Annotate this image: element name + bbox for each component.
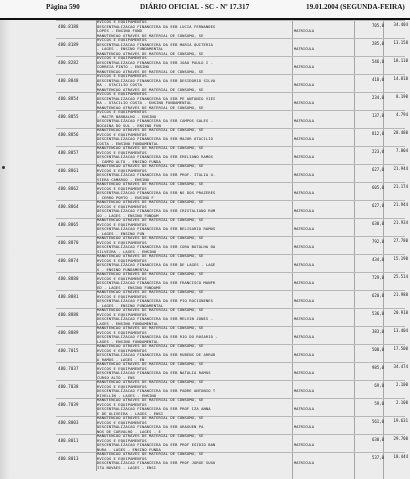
description-line: LOPES - ENSINO FUND xyxy=(97,28,142,34)
row-amount: 630,0 xyxy=(371,437,384,442)
description-line: NURA - LAGES - ENSINO FUNDA xyxy=(97,447,161,453)
row-total: 18.110 xyxy=(393,58,408,63)
table-row xyxy=(56,236,408,255)
row-category: MATRICULA xyxy=(294,47,314,51)
row-amount: 418,0 xyxy=(371,77,384,82)
row-code: 480.8011 xyxy=(58,438,79,443)
description-line: DESCENTRALIZACAO FINANCEIRA DA EEB PIO ROCIGNENES xyxy=(97,298,213,304)
row-amount: 812,0 xyxy=(371,131,384,136)
row-description xyxy=(96,92,291,111)
description-line: MANUTENCAO ATRAVES DE MATERIAL DE CONSUMO, SE xyxy=(97,434,204,438)
description-line: DESCENTRALIZACAO FINANCEIRA DA EEB CAMPOS SALES - xyxy=(97,118,213,124)
row-total: 28.480 xyxy=(393,130,408,135)
row-total: 14.810 xyxy=(393,76,408,81)
table-row xyxy=(56,308,408,327)
description-line: MANUTENCAO ATRAVES DE MATERIAL DE CONSUMO, SE xyxy=(97,362,204,366)
description-line: MANUTENCAO ATRAVES DE MATERIAL DE CONSUMO, SE xyxy=(97,51,204,57)
row-code: 480.8870 xyxy=(58,240,79,245)
description-line: RVICOS E EQUIPAMENTOS xyxy=(97,383,147,389)
description-line: SILVEIRA - LAGES - ENSINO xyxy=(97,249,157,255)
description-line: RVICOS E EQUIPAMENTOS xyxy=(97,221,147,227)
description-line: RVICOS E EQUIPAMENTOS xyxy=(97,437,147,443)
description-line: DESCENTRALIZACAO FINANCEIRA DA EEB MELVIN JONES - xyxy=(97,316,213,322)
row-total: 2.100 xyxy=(395,382,408,387)
row-amount: 792,0 xyxy=(371,239,384,244)
row-amount: 285,0 xyxy=(371,41,384,46)
row-code: 480.8856 xyxy=(58,132,79,137)
description-line: RVICOS E EQUIPAMENTOS xyxy=(97,293,147,299)
row-code: 480.8880 xyxy=(58,276,79,281)
row-description xyxy=(96,398,291,417)
description-line: DESCENTRALIZACAO FINANCEIRA DA EEB RUBENS DE ARRUD xyxy=(97,352,216,358)
description-line: RVICOS E EQUIPAMENTOS xyxy=(97,110,147,114)
description-line: RVICOS E EQUIPAMENTOS xyxy=(97,92,147,96)
row-category: MATRICULA xyxy=(294,353,314,357)
description-line: - MACTR BARBALHO - ENSINO xyxy=(97,113,157,119)
table-row xyxy=(56,56,408,75)
description-line: DESCENTRALIZACAO FINANCEIRA DA EEB DE LAGES - LAGE xyxy=(97,262,216,268)
description-line: MANUTENCAO ATRAVES DE MATERIAL DE CONSUMO, SE xyxy=(97,326,204,330)
row-category: MATRICULA xyxy=(294,119,314,123)
description-line: RVICOS E EQUIPAMENTOS xyxy=(97,56,147,60)
row-category: MATRICULA xyxy=(294,425,314,429)
description-line: - CERRO PORTO - ENSINO F xyxy=(97,195,154,201)
table-row xyxy=(56,146,408,165)
description-line: RVICOS E EQUIPAMENTOS xyxy=(97,401,147,407)
row-category: MATRICULA xyxy=(294,101,314,105)
row-category: MATRICULA xyxy=(294,137,314,141)
description-line: RVICOS E EQUIPAMENTOS xyxy=(97,419,147,425)
row-amount: 59,0 xyxy=(374,401,384,406)
row-code: 480.8188 xyxy=(58,24,79,29)
row-category: MATRICULA xyxy=(294,227,314,231)
description-line: DESCENTRALIZACAO FINANCEIRA DA EEB PROF JORGE SUGU xyxy=(97,460,216,466)
description-line: DESCENTRALIZACAO FINANCEIRA DA EEB CRISTALIANO RUM xyxy=(97,208,216,214)
description-line: MANUTENCAO ATRAVES DE MATERIAL DE CONSUMO, SE xyxy=(97,290,204,294)
row-amount: 536,0 xyxy=(371,311,384,316)
description-line: MANUTENCAO ATRAVES DE MATERIAL DE CONSUMO, SE xyxy=(97,452,204,456)
description-line: MANUTENCAO ATRAVES DE MATERIAL DE CONSUMO, SE xyxy=(97,87,204,93)
binding-dot xyxy=(2,166,5,169)
description-line: DESCENTRALIZACAO FINANCEIRA DA EEB PE ANTONIO VIEI xyxy=(97,95,216,101)
row-total: 20.910 xyxy=(393,310,408,315)
description-line: DESCENTRALIZACAO FINANCEIRA DA EEB JOAO PAULO I - xyxy=(97,59,213,65)
table-row xyxy=(56,164,408,183)
row-category: MATRICULA xyxy=(294,443,314,447)
description-line: DESCENTRALIZACAO FINANCEIRA DA EEB RIO DO ROSARIO - xyxy=(97,334,218,340)
description-line: RVICOS E EQUIPAMENTOS xyxy=(97,329,147,335)
description-line: DESCENTRALIZACAO FINANCEIRA DA EEB PROF. ITALIA U. xyxy=(97,172,216,178)
row-description xyxy=(96,236,291,255)
description-line: MANUTENCAO ATRAVES DE MATERIAL DE CONSUMO, SE xyxy=(97,398,204,402)
description-line: MANUTENCAO ATRAVES DE MATERIAL DE CONSUMO, SE xyxy=(97,236,204,240)
row-category: MATRICULA xyxy=(294,371,314,375)
description-line: MANUTENCAO ATRAVES DE MATERIAL DE CONSUMO, SE xyxy=(97,254,204,258)
row-total: 27.780 xyxy=(393,238,408,243)
row-category: MATRICULA xyxy=(294,209,314,213)
description-line: E DE OLIVEIRA - LAGES - ENSI xyxy=(97,411,164,417)
row-description xyxy=(96,380,291,399)
description-line: MANUTENCAO ATRAVES DE MATERIAL DE CONSUMO, SE xyxy=(97,146,204,150)
payments-table xyxy=(56,20,408,479)
row-amount: 69,0 xyxy=(374,383,384,388)
row-total: 2.100 xyxy=(395,400,408,405)
row-description xyxy=(96,74,291,93)
page-number: Página 590 xyxy=(46,3,80,11)
description-line: MANUTENCAO ATRAVES DE MATERIAL DE CONSUMO, SE xyxy=(97,164,204,168)
description-line: LAGES - ENSINO FUNDAMENTAL xyxy=(97,321,159,327)
row-amount: 500,0 xyxy=(371,347,384,352)
row-category: MATRICULA xyxy=(294,29,314,33)
row-category: MATRICULA xyxy=(294,461,314,465)
table-row xyxy=(56,398,408,417)
description-line: MANUTENCAO ATRAVES DE MATERIAL DE CONSUMO, SE xyxy=(97,380,204,384)
description-line: DESCENTRALIZACAO FINANCEIRA DA EEB MAJOR OTACILIO xyxy=(97,136,213,142)
row-total: 4.794 xyxy=(395,112,408,117)
row-code: 480.8189 xyxy=(58,42,79,47)
description-line: RVICOS E EQUIPAMENTOS xyxy=(97,257,147,263)
row-amount: 137,0 xyxy=(371,113,384,118)
row-total: 13.158 xyxy=(393,40,408,45)
row-description xyxy=(96,200,291,219)
description-line: GO - LAGES - ENSINO FUNDAM xyxy=(97,213,159,219)
row-description xyxy=(96,434,291,453)
row-code: 480.8003 xyxy=(58,420,79,425)
description-line: DESCENTRALIZACAO FINANCEIRA DA EEB PROF EGIDIO BAN xyxy=(97,442,216,448)
row-total: 25.514 xyxy=(393,274,408,279)
row-total: 19.631 xyxy=(393,418,408,423)
row-code: 480.8855 xyxy=(58,114,79,119)
row-description xyxy=(96,290,291,309)
row-description xyxy=(96,110,291,129)
row-code: 480.8854 xyxy=(58,96,79,101)
row-code: 480.7039 xyxy=(58,402,79,407)
row-category: MATRICULA xyxy=(294,191,314,195)
description-line: RVICOS E EQUIPAMENTOS xyxy=(97,20,147,24)
description-line: RVICOS E EQUIPAMENTOS xyxy=(97,203,147,209)
description-line: A RAMOS - LAGES - EN xyxy=(97,357,145,363)
table-row xyxy=(56,434,408,453)
row-amount: 605,0 xyxy=(371,185,384,190)
description-line: RA - OTACILIO COSTA - ENSINO FUNDAMENTAL xyxy=(97,100,192,106)
description-line: S - ENSINO FUNDAMENTAL xyxy=(97,267,150,273)
description-line: MANUTENCAO ATRAVES DE MATERIAL DE CONSUMO, SE xyxy=(97,218,204,222)
row-category: MATRICULA xyxy=(294,173,314,177)
row-description xyxy=(96,146,291,165)
row-code: 480.8862 xyxy=(58,186,79,191)
description-line: - LAGES - ENSINO FUNDAMENTAL xyxy=(97,303,164,309)
row-description xyxy=(96,254,291,273)
row-total: 21.944 xyxy=(393,202,408,207)
description-line: CURSO ALTO - ENS xyxy=(97,375,135,381)
row-code: 480.7015 xyxy=(58,348,79,353)
row-code: 480.8857 xyxy=(58,150,79,155)
row-category: MATRICULA xyxy=(294,245,314,249)
row-total: 29.700 xyxy=(393,436,408,441)
description-line: MANUTENCAO ATRAVES DE MATERIAL DE CONSUMO, SE xyxy=(97,272,204,276)
description-line: DESCENTRALIZACAO FINANCEIRA DA EEB NS DOS PRAZERES xyxy=(97,190,216,196)
row-amount: 628,0 xyxy=(371,293,384,298)
description-line: ED - LAGES - ENSINO FUNDAME xyxy=(97,285,161,291)
description-line: RVICOS E EQUIPAMENTOS xyxy=(97,74,147,78)
row-code: 480.8874 xyxy=(58,258,79,263)
row-description xyxy=(96,452,291,471)
row-amount: 630,0 xyxy=(371,221,384,226)
description-line: RVICOS E EQUIPAMENTOS xyxy=(97,455,147,461)
description-line: ITA NOVAES - LAGES - ENSI xyxy=(97,465,157,471)
row-description xyxy=(96,308,291,327)
row-description xyxy=(96,38,291,57)
row-amount: 985,0 xyxy=(371,365,384,370)
publication-date: 19.01.2004 (SEGUNDA-FEIRA) xyxy=(306,3,405,11)
table-row xyxy=(56,38,408,57)
row-code: 480.7037 xyxy=(58,366,79,371)
row-total: 15.190 xyxy=(393,256,408,261)
description-line: RVICOS E EQUIPAMENTOS xyxy=(97,38,147,42)
page-header xyxy=(0,0,410,20)
description-line: LAGES - ENSINO FUNDAMENTAL xyxy=(97,339,159,345)
description-line: DESCENTRALIZACAO FINANCEIRA DA EEB FRANCISCO MANFR xyxy=(97,280,216,286)
description-line: - CAMPO ALTO - ENSINO FUNDA xyxy=(97,159,161,165)
row-total: 13.404 xyxy=(393,328,408,333)
row-amount: 627,0 xyxy=(371,203,384,208)
table-row xyxy=(56,290,408,309)
page-edge-shadow xyxy=(0,0,10,479)
row-amount: 234,0 xyxy=(371,95,384,100)
row-total: 34.404 xyxy=(393,22,408,27)
row-description xyxy=(96,218,291,237)
row-category: MATRICULA xyxy=(294,317,314,321)
description-line: RVICOS E EQUIPAMENTOS xyxy=(97,347,147,353)
table-row xyxy=(56,344,408,363)
description-line: CORREIA PINTO - ENSINO xyxy=(97,64,150,70)
row-total: 21.944 xyxy=(393,166,408,171)
row-category: MATRICULA xyxy=(294,299,314,303)
table-row xyxy=(56,200,408,219)
description-line: RIVELLIN - LAGES - ENSINO xyxy=(97,393,157,399)
description-line: - LAGES - ENSINO FUNDAMENTAL xyxy=(97,46,164,52)
description-line: DESCENTRALIZACAO FINANCEIRA DA EEB ARAGUEN PA xyxy=(97,424,204,430)
description-line: DESCENTRALIZACAO FINANCEIRA DA EEB PADRE ANTONIO T xyxy=(97,388,216,394)
row-total: 7.804 xyxy=(395,148,408,153)
description-line: MANUTENCAO ATRAVES DE MATERIAL DE CONSUMO, SE xyxy=(97,308,204,312)
table-row xyxy=(56,416,408,435)
row-category: MATRICULA xyxy=(294,389,314,393)
description-line: DESCENTRALIZACAO FINANCEIRA DA EEB MARIA QUITERIA xyxy=(97,41,213,47)
row-total: 21.174 xyxy=(393,184,408,189)
description-line: MANUTENCAO ATRAVES DE MATERIAL DE CONSUMO, SE xyxy=(97,182,204,186)
table-row xyxy=(56,362,408,381)
description-line: MANUTENCAO ATRAVES DE MATERIAL DE CONSUMO, SE xyxy=(97,128,204,132)
row-code: 480.8888 xyxy=(58,312,79,317)
table-row xyxy=(56,128,408,147)
row-description xyxy=(96,164,291,183)
row-total: 21.980 xyxy=(393,292,408,297)
row-code: 480.8881 xyxy=(58,294,79,299)
row-code: 480.8865 xyxy=(58,222,79,227)
description-line: MANUTENCAO ATRAVES DE MATERIAL DE CONSUMO, SE xyxy=(97,69,204,75)
description-line: RVICOS E EQUIPAMENTOS xyxy=(97,167,147,173)
row-amount: 561,0 xyxy=(371,419,384,424)
row-description xyxy=(96,344,291,363)
row-category: MATRICULA xyxy=(294,281,314,285)
description-line: - LAGES - ENSINO FUN xyxy=(97,231,145,237)
table-row xyxy=(56,182,408,201)
description-line: DESCENTRALIZACAO FINANCEIRA DA EEB DESIDORIO SILVA xyxy=(97,77,216,83)
row-description xyxy=(96,56,291,75)
table-row xyxy=(56,272,408,291)
description-line: RVICOS E EQUIPAMENTOS xyxy=(97,311,147,317)
table-row xyxy=(56,218,408,237)
description-line: NOS DE CARVALHO - LAGES - E xyxy=(97,429,161,435)
description-line: RVICOS E EQUIPAMENTOS xyxy=(97,275,147,281)
row-description xyxy=(96,20,291,39)
table-row xyxy=(56,326,408,345)
row-code: 480.8864 xyxy=(58,204,79,209)
table-row xyxy=(56,452,408,471)
description-line: DESCENTRALIZACAO FINANCEIRA DA EEB LUCIA FERNANDES xyxy=(97,23,216,29)
row-description xyxy=(96,362,291,381)
row-amount: 383,0 xyxy=(371,329,384,334)
description-line: MANUTENCAO ATRAVES DE MATERIAL DE CONSUMO, SE xyxy=(97,344,204,348)
row-total: 8.190 xyxy=(395,94,408,99)
description-line: DESCENTRALIZACAO FINANCEIRA DA EEB EMILIANO RAMOS xyxy=(97,154,213,160)
table-row xyxy=(56,254,408,273)
description-line: COSTA - ENSINO FUNDAMENTAL xyxy=(97,141,159,147)
row-category: MATRICULA xyxy=(294,83,314,87)
row-code: 480.8282 xyxy=(58,60,79,65)
row-description xyxy=(96,416,291,435)
row-amount: 729,0 xyxy=(371,275,384,280)
description-line: DESCENTRALIZACAO FINANCEIRA DA EEB CORA BATALHA DA xyxy=(97,244,216,250)
row-description xyxy=(96,326,291,345)
row-code: 480.8848 xyxy=(58,78,79,83)
row-total: 34.474 xyxy=(393,364,408,369)
table-row xyxy=(56,92,408,111)
table-row xyxy=(56,110,408,129)
table-row xyxy=(56,20,408,39)
row-code: 480.8013 xyxy=(58,456,79,461)
row-description xyxy=(96,182,291,201)
row-amount: 434,0 xyxy=(371,257,384,262)
description-line: DESCENTRALIZACAO FINANCEIRA DA EEB BELISARIO RAMOS xyxy=(97,226,216,232)
description-line: MANUTENCAO ATRAVES DE MATERIAL DE CONSUMO, SE xyxy=(97,33,204,39)
row-description xyxy=(96,272,291,291)
description-line: MANUTENCAO ATRAVES DE MATERIAL DE CONSUMO, SE xyxy=(97,105,204,111)
row-total: 17.500 xyxy=(393,346,408,351)
description-line: BOCAINA DO SUL - ENSINO FUN xyxy=(97,123,161,129)
description-line: RVICOS E EQUIPAMENTOS xyxy=(97,185,147,191)
row-category: MATRICULA xyxy=(294,155,314,159)
row-amount: 627,0 xyxy=(371,167,384,172)
description-line: MANUTENCAO ATRAVES DE MATERIAL DE CONSUMO, SE xyxy=(97,200,204,204)
row-category: MATRICULA xyxy=(294,65,314,69)
row-amount: 546,0 xyxy=(371,59,384,64)
description-line: RVICOS E EQUIPAMENTOS xyxy=(97,131,147,137)
row-amount: 705,0 xyxy=(371,23,384,28)
description-line: RA - OTACILIO COSTA xyxy=(97,82,142,88)
table-row xyxy=(56,380,408,399)
row-category: MATRICULA xyxy=(294,263,314,267)
description-line: RVICOS E EQUIPAMENTOS xyxy=(97,365,147,371)
table-row xyxy=(56,74,408,93)
row-category: MATRICULA xyxy=(294,335,314,339)
publication-title: DIÁRIO OFICIAL - SC - Nº 17.317 xyxy=(140,3,250,11)
description-line: DESCENTRALIZACAO FINANCEIRA DA EEB NATALIA RAMOS xyxy=(97,370,211,376)
row-code: 480.8889 xyxy=(58,330,79,335)
description-line: DESCENTRALIZACAO FINANCEIRA DA EEB PROF IZA ANNA xyxy=(97,406,211,412)
description-line: VIERA CAMARGO - ENSINO xyxy=(97,177,150,183)
row-description xyxy=(96,128,291,147)
row-code: 480.7038 xyxy=(58,384,79,389)
description-line: MANUTENCAO ATRAVES DE MATERIAL DE CONSUMO, SE xyxy=(97,416,204,420)
row-total: 18.444 xyxy=(393,454,408,459)
description-line: RVICOS E EQUIPAMENTOS xyxy=(97,149,147,155)
row-code: 480.8861 xyxy=(58,168,79,173)
row-total: 21.934 xyxy=(393,220,408,225)
row-category: MATRICULA xyxy=(294,407,314,411)
row-amount: 223,0 xyxy=(371,149,384,154)
description-line: RVICOS E EQUIPAMENTOS xyxy=(97,239,147,245)
row-amount: 537,0 xyxy=(371,455,384,460)
